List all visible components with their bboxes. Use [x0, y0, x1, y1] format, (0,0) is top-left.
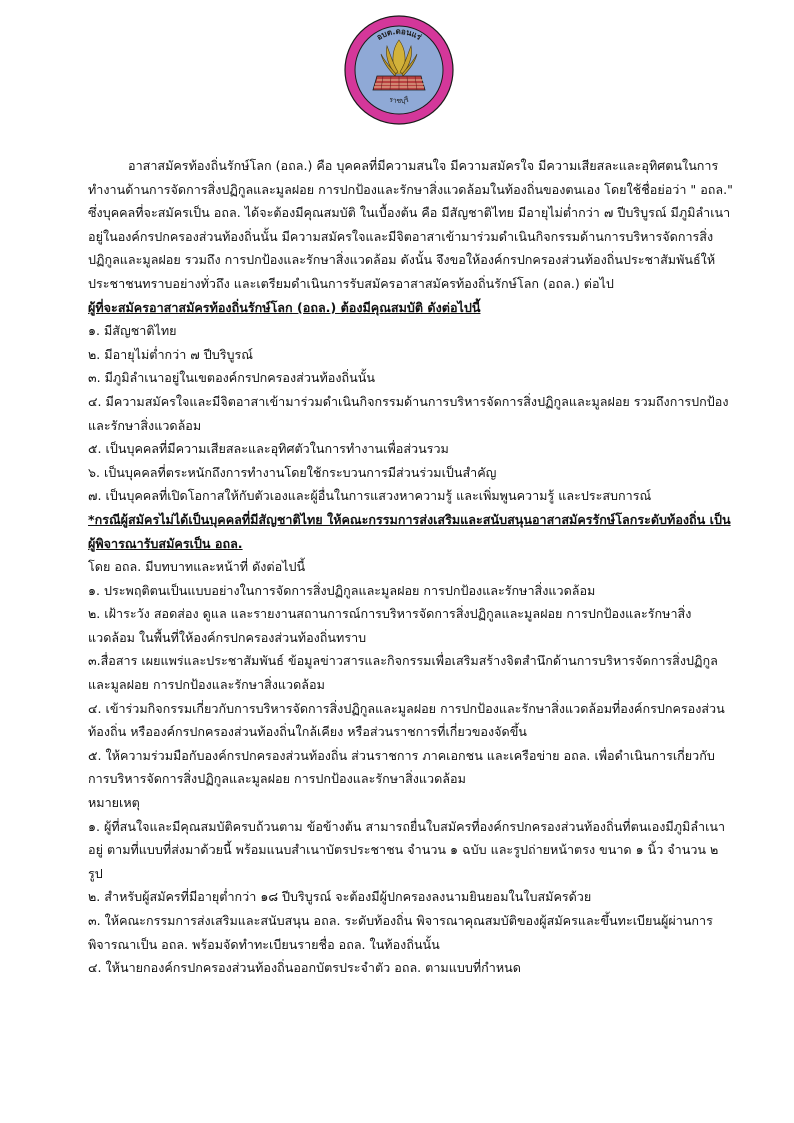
document-body [88, 154, 736, 980]
role-item: ๑. ประพฤติตนเป็นแบบอย่างในการจัดการสิ่งปฏิกูลและมูลฝอย การปกป้องและรักษาสิ่งแวดล้อม [88, 582, 596, 598]
intro-paragraph: อาสาสมัครท้องถิ่นรักษ์โลก (อถล.) คือ บุคคลที่มีความสนใจ มีความสมัครใจ มีความเสียสละและอุทิศตนในการทำงานด้านการจัดการสิ่งปฏิกูลและมูลฝอย การปกป้องและรักษาสิ่งแวดล้อมในท้องถิ่นของตนเอง โดยใช้ชื่อย่อว่า " อถล." ซึ่งบุคคลที่จะสมัครเป็น อถล. ได้จะต้องมีคุณสมบัติ ในเบื้องต้น คือ มีสัญชาติไทย มีอายุไม่ต่ำกว่า ๗ ปีบริบูรณ์ มีภูมิลำเนาอยู่ในองค์กรปกครองส่วนท้องถิ่นนั้น มีความสมัครใจและมีจิตอาสาเข้ามาร่วมดำเนินกิจกรรมด้านการบริหารจัดการสิ่งปฏิกูลและมูลฝอย รวมถึง การปกป้องและรักษาสิ่งแวดล้อม ดังนั้น จึงขอให้องค์กรปกครองส่วนท้องถิ่นประชาสัมพันธ์ให้ประชาชนทราบอย่างทั่วถึง และเตรียมดำเนินการรับสมัครอาสาสมัครท้องถิ่นรักษ์โลก (อถล.) ต่อไป [88, 158, 733, 291]
organization-seal [343, 14, 455, 126]
remark-item: ๒. สำหรับผู้สมัครที่มีอายุต่ำกว่า ๑๘ ปีบริบูรณ์ จะต้องมีผู้ปกครองลงนามยินยอมในใบสมัครด้วย [88, 889, 592, 905]
remark-item: ๔. ให้นายกองค์กรปกครองส่วนท้องถิ่นออกบัตรประจำตัว อถล. ตามแบบที่กำหนด [88, 960, 521, 976]
role-item: ๓.สื่อสาร เผยแพร่และประชาสัมพันธ์ ข้อมูลข่าวสารและกิจกรรมเพื่อเสริมสร้างจิตสำนึกด้านการบริหารจัดการสิ่งปฏิกูลและมูลฝอย การปกป้องและรักษาสิ่งแวดล้อม [88, 653, 718, 693]
qualification-item: ๖. เป็นบุคคลที่ตระหนักถึงการทำงานโดยใช้กระบวนการมีส่วนร่วมเป็นสำคัญ [88, 464, 497, 480]
svg-text:ราชบุรี [388, 96, 410, 105]
qualification-item: ๒. มีอายุไม่ต่ำกว่า ๗ ปีบริบูรณ์ [88, 346, 253, 362]
qualification-item: ๗. เป็นบุคคลที่เปิดโอกาสให้กับตัวเองและผู้อื่นในการแสวงหาความรู้ และเพิ่มพูนความรู้ และประสบการณ์ [88, 488, 652, 504]
cloth-icon [373, 76, 425, 90]
qualification-item: ๔. มีความสมัครใจและมีจิตอาสาเข้ามาร่วมดำเนินกิจกรรมด้านการบริหารจัดการสิ่งปฏิกูลและมูลฝอย รวมถึงการปกป้องและรักษาสิ่งแวดล้อม [88, 393, 729, 433]
remark-item: ๓. ให้คณะกรรมการส่งเสริมและสนับสนุน อถล. ระดับท้องถิ่น พิจารณาคุณสมบัติของผู้สมัครและขึ้นทะเบียนผู้ผ่านการพิจารณาเป็น อถล. พร้อมจัดทำทะเบียนรายชื่อ อถล. ในท้องถิ่นนั้น [88, 913, 713, 952]
qualification-item: ๑. มีสัญชาติไทย [88, 323, 177, 339]
special-note: *กรณีผู้สมัครไม่ได้เป็นบุคคลที่มีสัญชาติไทย ให้คณะกรรมการส่งเสริมและสนับสนุนอาสาสมัครรักษ์โลกระดับท้องถิ่น เป็นผู้พิจารณารับสมัครเป็น อถล. [88, 511, 731, 551]
remarks-heading: หมายเหตุ [88, 795, 140, 811]
seal-bottom-text: ราชบุรี [388, 95, 410, 105]
role-item: ๒. เฝ้าระวัง สอดส่อง ดูแล และรายงานสถานการณ์การบริหารจัดการสิ่งปฏิกูลและมูลฝอย การปกป้องและรักษาสิ่งแวดล้อม ในพื้นที่ให้องค์กรปกครองส่วนท้องถิ่นทราบ [88, 606, 692, 645]
role-item: ๔. เข้าร่วมกิจกรรมเกี่ยวกับการบริหารจัดการสิ่งปฏิกูลและมูลฝอย การปกป้องและรักษาสิ่งแวดล้อมที่องค์กรปกครองส่วนท้องถิ่น หรือองค์กรปกครองส่วนท้องถิ่นใกล้เคียง หรือส่วนราชการที่เกี่ยวของจัดขึ้น [88, 700, 725, 740]
qualification-item: ๕. เป็นบุคคลที่มีความเสียสละและอุทิศตัวในการทำงานเพื่อส่วนรวม [88, 441, 449, 457]
roles-heading: โดย อถล. มีบทบาทและหน้าที่ ดังต่อไปนี้ [88, 559, 306, 575]
remark-item: ๑. ผู้ที่สนใจและมีคุณสมบัติครบถ้วนตาม ข้อข้างต้น สามารถยื่นใบสมัครที่องค์กรปกครองส่วนท้องถิ่นที่ตนเองมีภูมิลำเนาอยู่ ตามที่แบบที่ส่งมาด้วยนี้ พร้อมแนบสำเนาบัตรประชาชน จำนวน ๑ ฉบับ และรูปถ่ายหน้าตรง ขนาด ๑ นิ้ว จำนวน ๒ รูป [88, 818, 726, 881]
seal-top-text: อบต.ดอนแร่ [375, 26, 423, 42]
qualifications-heading: ผู้ที่จะสมัครอาสาสมัครท้องถิ่นรักษ์โลก (อถล.) ต้องมีคุณสมบัติ ดังต่อไปนี้ [88, 299, 481, 315]
qualification-item: ๓. มีภูมิลำเนาอยู่ในเขตองค์กรปกครองส่วนท้องถิ่นนั้น [88, 370, 375, 386]
role-item: ๕. ให้ความร่วมมือกับองค์กรปกครองส่วนท้องถิ่น ส่วนราชการ ภาคเอกชน และเครือข่าย อถล. เพื่อดำเนินการเกี่ยวกับการบริหารจัดการสิ่งปฏิกูลและมูลฝอย การปกป้องและรักษาสิ่งแวดล้อม [88, 747, 715, 787]
